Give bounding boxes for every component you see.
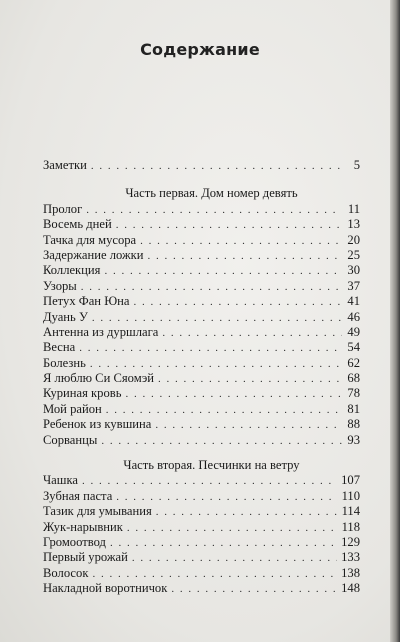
toc-entry-page: 20 [347,232,360,247]
dot-leader [81,280,342,295]
toc-entry-title: Весна [43,340,76,355]
toc-entry-title: Тачка для мусора [43,232,137,247]
dot-leader [101,434,342,449]
toc-entry-page: 62 [347,355,360,370]
toc-entry-page: 78 [347,386,360,401]
toc-entry-title: Тазик для умывания [43,504,152,519]
toc-entry [43,217,360,232]
dot-leader [104,264,342,279]
toc-entry-page: 114 [341,504,360,519]
dot-leader [125,387,342,402]
toc-entry-page: 81 [347,401,360,416]
toc-entry-page: 46 [347,309,360,324]
toc-entry-page: 68 [347,371,360,386]
toc-entry-page: 107 [341,473,360,488]
toc-entry-page: 54 [347,340,360,355]
toc-entry-page: 30 [347,263,360,278]
dot-leader [155,418,342,433]
toc-entry-page: 138 [341,565,360,580]
toc-entry [43,386,360,401]
toc-entry-title: Зубная паста [43,488,113,503]
toc-entry [43,489,360,504]
toc-entry-title: Сорванцы [43,432,98,447]
toc-entry-page: 5 [353,158,360,172]
dot-leader [90,357,342,372]
toc-entry-page: 25 [347,247,360,262]
toc-entry-title: Коллекция [43,263,101,278]
toc-entry-title: Волосок [43,565,89,580]
toc-entry-title: Громоотвод [43,534,106,549]
toc-entry [43,263,360,278]
toc-entry-page: 110 [341,488,360,503]
toc-entry-notes [43,158,360,173]
dot-leader [162,326,342,341]
toc-entry-page: 13 [347,217,360,232]
toc-entry [43,233,360,248]
toc-entry-title: Антенна из дуршлага [43,324,159,339]
toc-entry-title: Я люблю Си Сяомэй [43,371,154,386]
dot-leader [127,521,338,536]
toc-entry-page: 133 [341,550,360,565]
toc-entry-title: Мой район [43,401,102,416]
toc-entry [43,356,360,371]
toc-entry [43,417,360,432]
toc-entry [43,325,360,340]
toc-entry [43,504,360,519]
dot-leader [156,505,338,520]
toc-entry [43,279,360,294]
dot-leader [92,567,337,582]
toc-entry [43,433,360,448]
toc-entry-title: Восемь дней [43,217,112,232]
toc-entry-page: 148 [341,581,360,596]
toc-entry-title: Первый урожай [43,550,128,565]
toc-entry-page: 118 [341,519,360,534]
toc-entry-title: Жук-нарывник [43,519,123,534]
toc-entry [43,566,360,581]
toc-entry [43,340,360,355]
toc-entry [43,248,360,263]
toc-entry-title: Дуань У [43,309,88,324]
dot-leader [132,551,337,566]
section-gap [43,448,360,458]
toc-entry-page: 93 [347,432,360,447]
toc-entry [43,535,360,550]
dot-leader [82,474,337,489]
dot-leader [92,311,342,326]
toc-entry-title: Ребенок из кувшина [43,417,152,432]
toc-entry-title: Пролог [43,201,83,216]
dot-leader [86,203,342,218]
dot-leader [158,372,342,387]
table-of-contents [43,158,360,597]
toc-entry-title: Заметки [43,158,87,172]
toc-entry [43,520,360,535]
page-title: Содержание [140,40,260,59]
dot-leader [110,536,337,551]
dot-leader [91,159,342,174]
toc-entry [43,310,360,325]
dot-leader [133,295,342,310]
toc-entry-page: 37 [347,278,360,293]
toc-entry-page: 129 [341,534,360,549]
toc-entry [43,550,360,565]
toc-entry [43,402,360,417]
toc-entry-page: 41 [347,294,360,309]
toc-entry [43,202,360,217]
dot-leader [106,403,342,418]
toc-entry-page: 49 [347,324,360,339]
dot-leader [171,582,337,597]
book-spine-edge [390,0,400,642]
toc-entry-title: Болезнь [43,355,86,370]
toc-entry-page: 88 [347,417,360,432]
dot-leader [148,249,342,264]
part-heading: Часть вторая. Песчинки на ветру [123,458,300,473]
toc-entry-page: 11 [347,201,360,216]
toc-entry-title: Куриная кровь [43,386,122,401]
toc-parts [43,186,360,596]
dot-leader [79,341,342,356]
dot-leader [116,218,342,233]
toc-entry-title: Накладной воротничок [43,581,168,596]
toc-entry-title: Узоры [43,278,77,293]
toc-entry [43,581,360,596]
toc-entry-title: Задержание ложки [43,247,144,262]
dot-leader [140,234,342,249]
toc-entry-title: Чашка [43,473,78,488]
toc-entry [43,294,360,309]
toc-entry [43,473,360,488]
toc-entry [43,371,360,386]
part-heading: Часть первая. Дом номер девять [125,186,298,201]
toc-entry-title: Петух Фан Юна [43,294,130,309]
dot-leader [116,490,337,505]
